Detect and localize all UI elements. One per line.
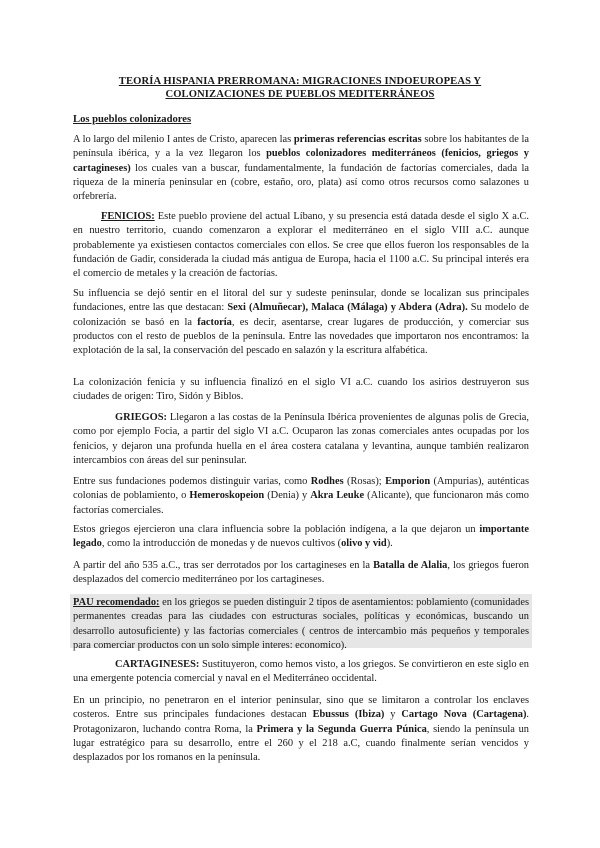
- fenicios-label: FENICIOS:: [101, 211, 155, 222]
- title-line-1: TEORÍA HISPANIA PRERROMANA: MIGRACIONES INDOEUROPEAS Y: [118, 76, 482, 87]
- intro-text-3: los cuales van a buscar, fundamentalmente, la fundación de factorías comerciales, dada la riqueza de la minería peninsular en (cobre, estaño, oro, plata) así como otros recursos como salazones u orfebrería.: [73, 162, 529, 203]
- cartagineses2-bold-1: Ebussus (Ibiza): [312, 709, 385, 721]
- cartagineses-text: Sustituyeron, como hemos visto, a los griegos. Se convirtieron en este siglo en una emergente potencia comercial y naval en el Mediterráneo occidental.: [73, 659, 529, 685]
- cartagineses2-bold-2: Cartago Nova (Cartagena): [401, 709, 527, 721]
- griegos4-text-2: , los griegos fueron desplazados del comercio mediterráneo por los cartagineses.: [73, 560, 529, 586]
- cartagineses-paragraph-2: [73, 694, 529, 765]
- griegos2-text-5: (Alicante), que funcionaron más como factorías comerciales.: [73, 490, 530, 516]
- title-line-2: COLONIZACIONES DE PUEBLOS MEDITERRÁNEOS: [165, 89, 435, 100]
- fenicios2-bold-1: Sexi (Almuñecar), Malaca (Málaga) y Abdera (Adra).: [227, 302, 468, 314]
- fenicios-text: Este pueblo proviene del actual Líbano, y su presencia está datada desde el siglo X a.C. en nuestro territorio, cuando comenzaron a explorar el mediterráneo en el siglo VIII a.C. aunque probablemente ya existiesen contactos comerciales con ellos. Se cree que ellos fueron los responsables de la fundación de Gadir, considerada la ciudad más antigua de Europa, hacia el 1100 a.C. Su principal interés era el comercio de metales y la creación de factorías.: [73, 211, 529, 280]
- griegos3-bold-1: importante legado: [73, 524, 529, 550]
- intro-text-2: sobre los habitantes de la península ibérica, y a la vez llegaron los: [73, 134, 529, 160]
- cartagineses2-bold-3: Primera y la Segunda Guerra Púnica: [256, 723, 427, 735]
- griegos-paragraph-4: [73, 559, 529, 588]
- fenicios-paragraph-2: [73, 287, 529, 358]
- griegos2-bold-4: Akra Leuke: [310, 490, 365, 502]
- griegos3-text-3: ).: [386, 538, 393, 550]
- cartagineses2-text-2: y: [384, 709, 402, 721]
- griegos2-text-2: (Rosas);: [343, 476, 386, 487]
- intro-text-1: A lo largo del milenio I antes de Cristo, aparecen las: [73, 134, 294, 145]
- griegos2-text-3: (Ampurias), auténticas colonias de poblamiento, o: [73, 476, 529, 502]
- griegos-paragraph: [73, 411, 529, 468]
- intro-bold-1: primeras referencias escritas: [293, 134, 422, 145]
- pau-paragraph: [73, 596, 529, 653]
- griegos-text: Llegaron a las costas de la Península Ibérica provenientes de algunas polis de Grecia, como por ejemplo Focia, a partir del siglo VI a.C. Ocuparon las zonas comerciales antes ocupadas por los fenicios, y dejaron una profunda huella en el área costera catalana y levantina, aunque también realizaron intercambios con áreas del sur peninsular.: [73, 412, 529, 466]
- fenicios2-text-3: , es decir, asentarse, crear lugares de producción, y comerciar sus productos con el resto de pueblos de la península. Entre las novedades que importaron nos encontramos: la explotación de la sal, la conservación del pescado en salazón y la escritura alfabética.: [73, 316, 529, 357]
- griegos3-text-2: , como la introducción de monedas y de nuevos cultivos (: [101, 538, 342, 550]
- section-heading: Los pueblos colonizadores: [73, 114, 192, 125]
- pau-label: PAU recomendado:: [73, 597, 160, 608]
- griegos2-text-4: (Denia) y: [264, 490, 311, 502]
- fenicios-paragraph: [73, 210, 529, 281]
- cartagineses2-text-4: , siendo la península un lugar estratégico para su desarrollo, entre el 260 y el 218 a.C, cuando finalmente serían vencidos y desplazados por los romanos en la península.: [73, 723, 530, 764]
- griegos2-text-1: Entre sus fundaciones podemos distinguir varias, como: [73, 476, 311, 487]
- griegos2-bold-3: Hemeroskopeion: [189, 490, 265, 502]
- cartagineses-paragraph: [73, 658, 529, 687]
- griegos3-text-1: Estos griegos ejercieron una clara influencia sobre la población indígena, a la que dejaron un: [73, 524, 480, 535]
- cartagineses2-text-3: . Protagonizaron, luchando contra Roma, la: [73, 709, 530, 735]
- cartagineses-label: CARTAGINESES:: [115, 659, 200, 670]
- fenicios2-bold-2: factoría: [197, 316, 232, 328]
- document-title: [60, 75, 540, 101]
- fenicios2-text-2: Su modelo de colonización se basó en la: [73, 302, 529, 328]
- cartagineses2-text-1: En un principio, no penetraron en el interior peninsular, sino que se limitaron a controlar los enclaves costeros. Entre sus principales fundaciones destacan: [73, 695, 529, 721]
- intro-paragraph: [73, 133, 529, 204]
- intro-bold-2: pueblos colonizadores mediterráneos (fenicios, griegos y cartagineses): [73, 148, 529, 174]
- fenicios-paragraph-3: La colonización fenicia y su influencia finalizó en el siglo VI a.C. cuando los asirios destruyeron sus ciudades de origen: Tiro, Sidón y Biblos.: [73, 377, 529, 403]
- griegos-paragraph-3: [73, 523, 529, 552]
- griegos3-bold-2: olivo y vid: [341, 538, 387, 550]
- pau-text: en los griegos se pueden distinguir 2 tipos de asentamientos: poblamiento (comunidades permanentes creadas para las ciudades con estructuras sociales, políticas y económicas, buscando un desarrollo autosuficiente) y las factorías comerciales ( centros de intercambio más pequeños y temporales para comerciar productos con un solo simple interes: economico).: [73, 597, 530, 651]
- griegos4-text-1: A partir del año 535 a.C., tras ser derrotados por los cartagineses en la: [73, 560, 374, 571]
- griegos-label: GRIEGOS:: [115, 412, 167, 423]
- griegos2-bold-2: Emporion: [385, 476, 431, 487]
- griegos-paragraph-2: [73, 475, 529, 518]
- griegos4-bold-1: Batalla de Alalia: [373, 560, 448, 571]
- griegos2-bold-1: Rodhes: [310, 476, 344, 487]
- fenicios2-text-1: Su influencia se dejó sentir en el litoral del sur y sudeste peninsular, donde se localizan sus principales fundaciones, entre las que destacan:: [73, 288, 529, 314]
